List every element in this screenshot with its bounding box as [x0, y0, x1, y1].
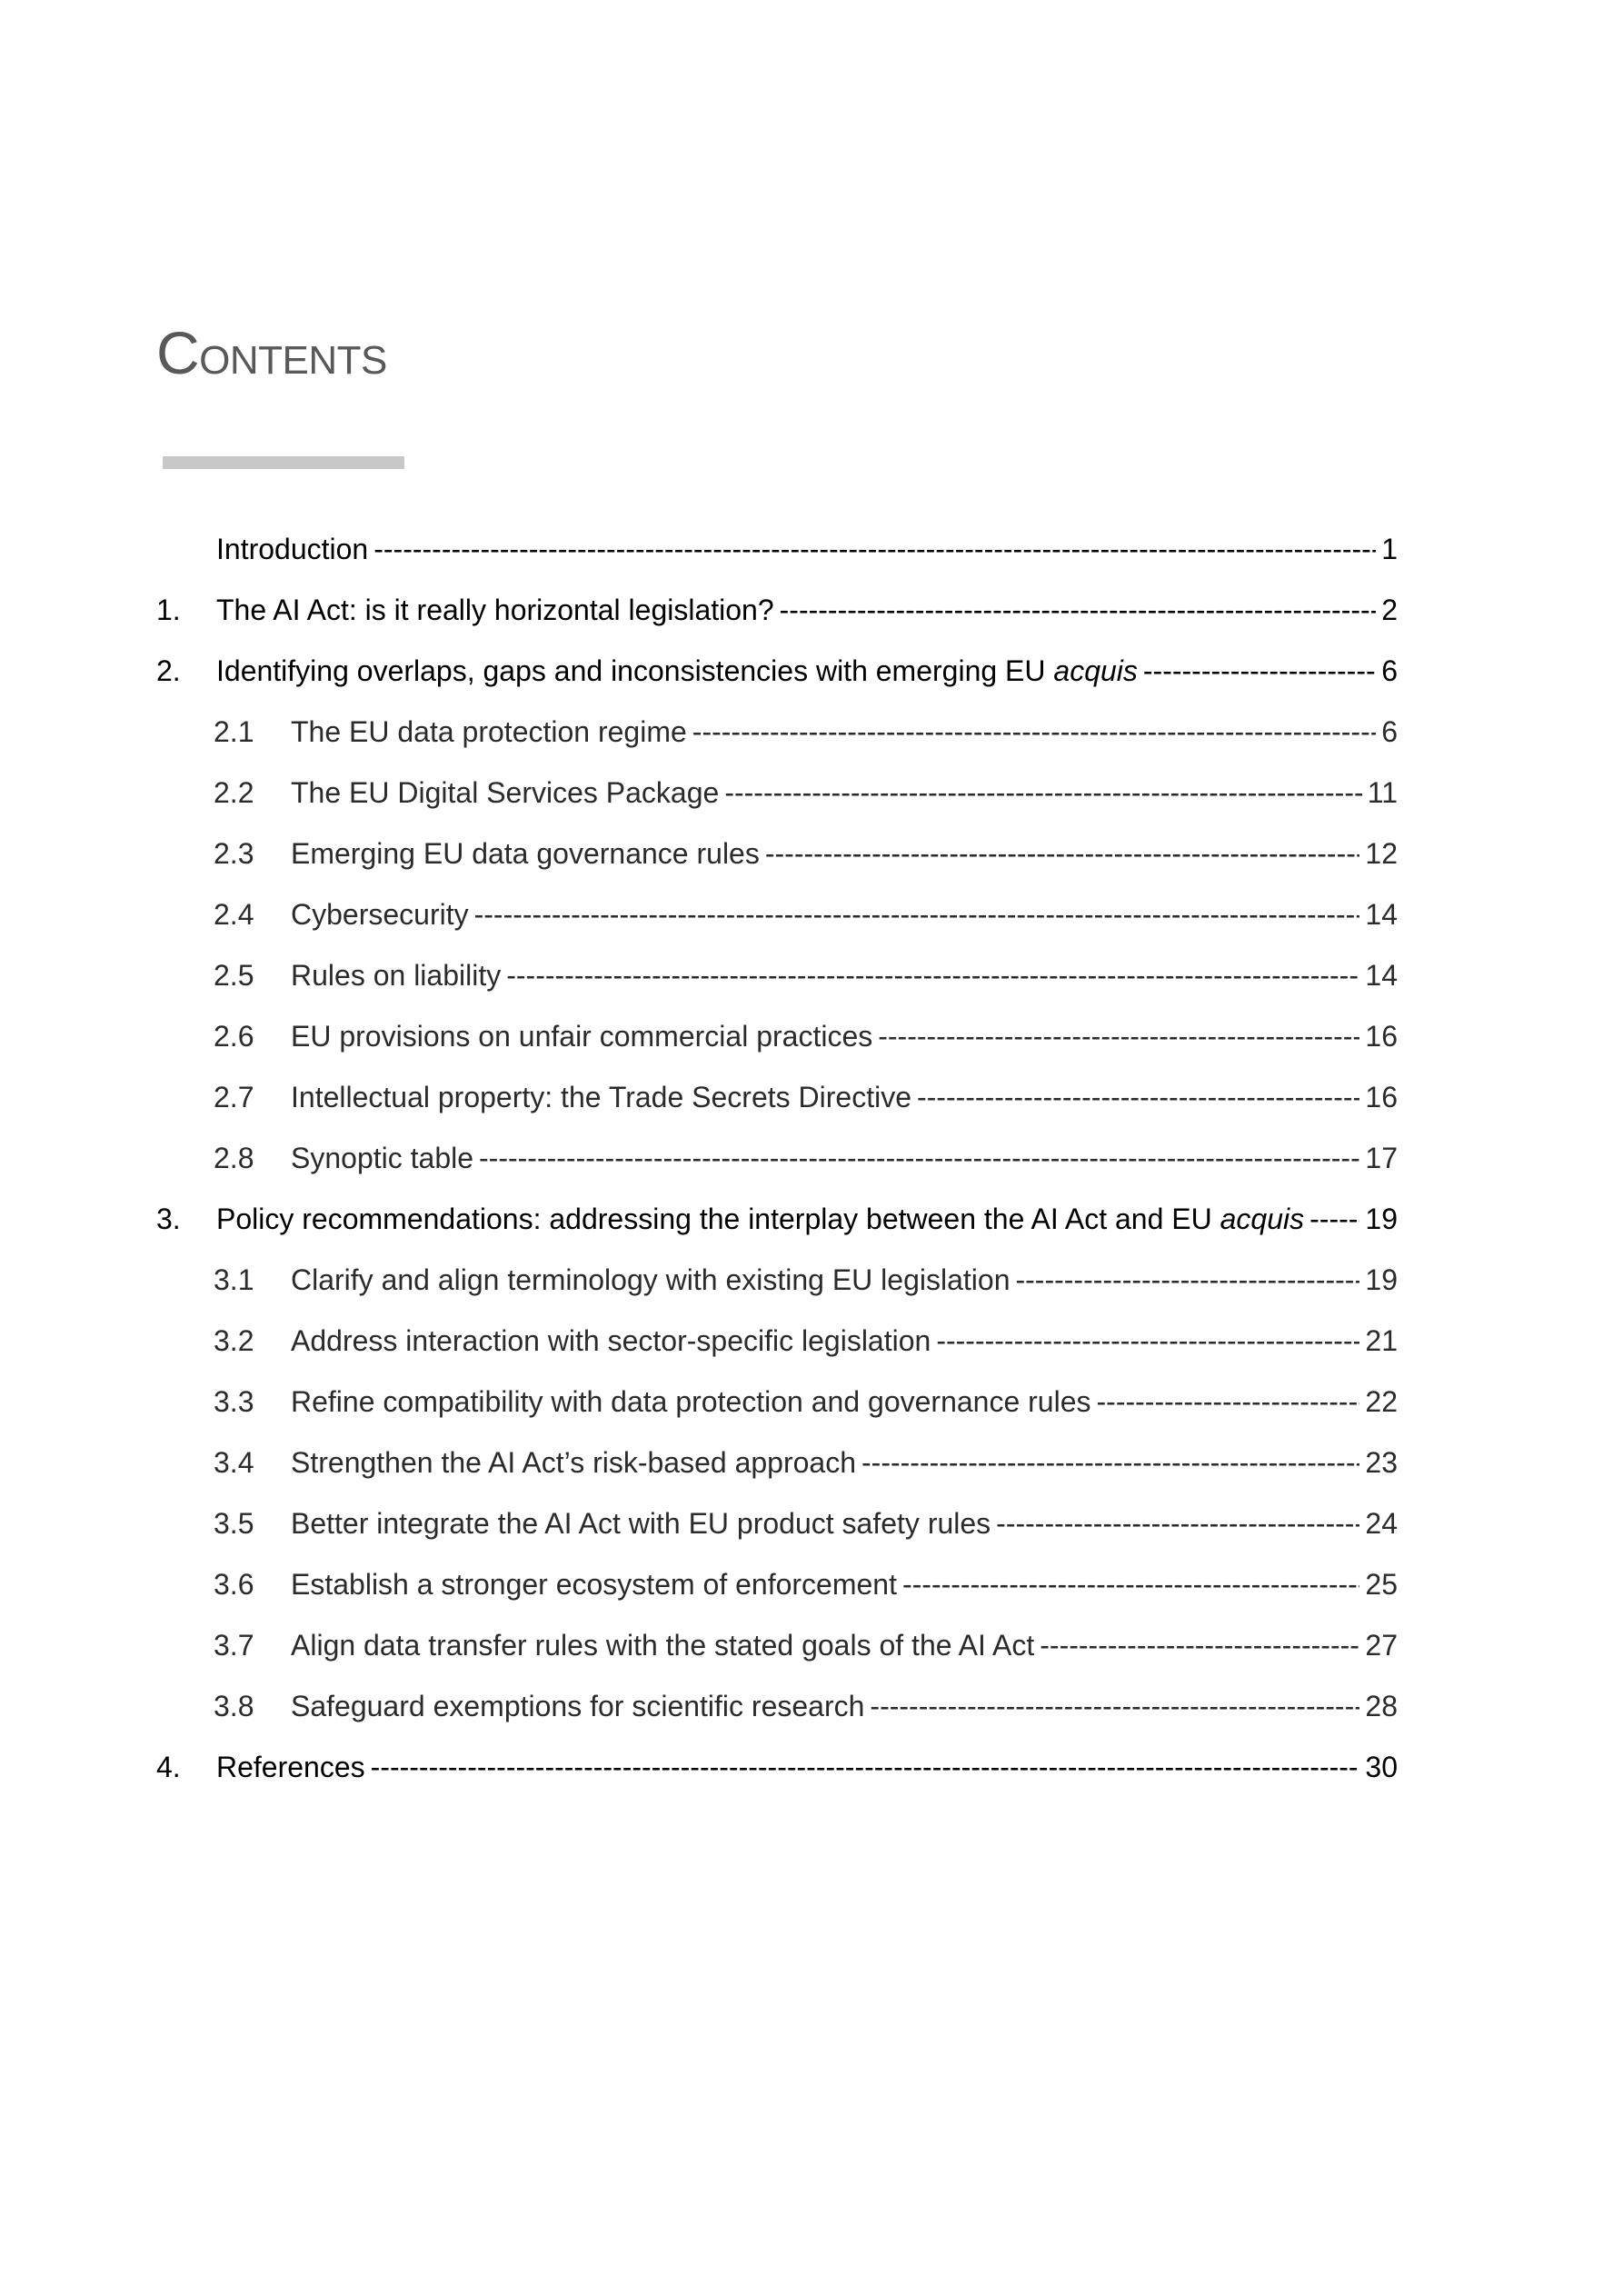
toc-entry-page-number: 30 [1365, 1751, 1398, 1783]
toc-entry-title-text: Synoptic table [291, 1142, 474, 1174]
toc-leader-dashes [692, 704, 1376, 759]
toc-entry-page-number: 23 [1365, 1446, 1398, 1479]
toc-entry-page-number: 14 [1365, 959, 1398, 992]
toc-entry-number: 2.4 [214, 898, 254, 931]
toc-entry-title-text: Clarify and align terminology with existing EU legislation [291, 1263, 1011, 1296]
toc-entry-title [291, 1435, 856, 1490]
toc-entry-chapter[interactable] [156, 644, 1398, 704]
toc-leader-dashes [506, 948, 1359, 1003]
toc-entry-page-number: 1 [1381, 533, 1398, 565]
toc-entry-title-text: Cybersecurity [291, 898, 469, 931]
toc-entry-title [216, 583, 774, 637]
toc-entry-number: 4. [156, 1751, 181, 1783]
toc-entry-number: 3. [156, 1203, 181, 1235]
toc-entry-title [216, 522, 368, 576]
toc-leader-dashes [936, 1313, 1359, 1368]
toc-leader-dashes [870, 1679, 1359, 1733]
toc-entry-title [216, 644, 1138, 698]
toc-entry-title-text: The AI Act: is it really horizontal legislation? [216, 594, 774, 626]
toc-leader-dashes [1309, 1192, 1359, 1246]
toc-entry-page-number: 19 [1365, 1203, 1398, 1235]
toc-entry-title-text: Address interaction with sector-specific legislation [291, 1324, 931, 1357]
toc-entry-page-number: 27 [1365, 1629, 1398, 1662]
toc-entry-number: 2. [156, 654, 181, 687]
toc-leader-dashes [1015, 1253, 1359, 1307]
toc-entry-page-number: 2 [1381, 594, 1398, 626]
toc-entry-page-number: 25 [1365, 1568, 1398, 1601]
toc-entry-title [291, 1374, 1091, 1429]
toc-entry-section[interactable] [156, 1557, 1398, 1618]
toc-entry-page-number: 17 [1365, 1142, 1398, 1174]
toc-entry-chapter[interactable] [156, 1740, 1398, 1801]
toc-entry-title-italic: acquis [1220, 1203, 1305, 1235]
toc-entry-page-number: 21 [1365, 1324, 1398, 1357]
toc-entry-title [291, 765, 719, 820]
toc-leader-dashes [373, 522, 1376, 576]
toc-leader-dashes [996, 1496, 1359, 1551]
toc-entry-chapter[interactable] [156, 583, 1398, 644]
toc-leader-dashes [371, 1740, 1360, 1794]
toc-entry-page-number: 24 [1365, 1507, 1398, 1540]
toc-entry-title-text: The EU data protection regime [291, 715, 687, 748]
toc-entry-section[interactable] [156, 1009, 1398, 1070]
toc-entry-title [291, 1679, 864, 1733]
toc-entry-section[interactable] [156, 704, 1398, 765]
toc-entry-title-text: Intellectual property: the Trade Secrets Directive [291, 1081, 911, 1113]
toc-entry-title [291, 887, 469, 942]
toc-entry-title [291, 704, 687, 759]
toc-entry-title [291, 1496, 991, 1551]
toc-entry-number: 2.7 [214, 1081, 254, 1113]
toc-entry-title [291, 1009, 872, 1063]
toc-entry-title-italic: acquis [1053, 654, 1138, 687]
toc-entry-section[interactable] [156, 1131, 1398, 1192]
toc-entry-section[interactable] [156, 1496, 1398, 1557]
toc-entry-section[interactable] [156, 948, 1398, 1009]
toc-entry-page-number: 6 [1381, 654, 1398, 687]
toc-entry-number: 2.8 [214, 1142, 254, 1174]
toc-entry-chapter[interactable] [156, 522, 1398, 583]
toc-leader-dashes [780, 583, 1377, 637]
toc-entry-title [291, 1131, 473, 1185]
toc-entry-number: 3.5 [214, 1507, 254, 1540]
toc-entry-title-text: EU provisions on unfair commercial practices [291, 1020, 873, 1053]
toc-entry-title-text: Rules on liability [291, 959, 502, 992]
toc-leader-dashes [1143, 644, 1376, 698]
toc-entry-number: 2.5 [214, 959, 254, 992]
toc-entry-title-text: Introduction [216, 533, 369, 565]
toc-entry-number: 3.3 [214, 1385, 254, 1418]
toc-leader-dashes [861, 1435, 1359, 1490]
toc-entry-page-number: 16 [1365, 1020, 1398, 1053]
toc-leader-dashes [878, 1009, 1359, 1063]
toc-entry-number: 3.8 [214, 1690, 254, 1722]
toc-entry-title-text: The EU Digital Services Package [291, 776, 720, 809]
toc-entry-chapter[interactable] [156, 1192, 1398, 1253]
toc-entry-section[interactable] [156, 1679, 1398, 1740]
table-of-contents [156, 522, 1398, 1801]
toc-entry-number: 3.1 [214, 1263, 254, 1296]
toc-entry-title-text: References [216, 1751, 365, 1783]
toc-leader-dashes [902, 1557, 1359, 1612]
toc-entry-title [291, 1253, 1010, 1307]
toc-entry-number: 3.7 [214, 1629, 254, 1662]
toc-entry-title-text: Establish a stronger ecosystem of enforcement [291, 1568, 897, 1601]
toc-entry-section[interactable] [156, 765, 1398, 826]
toc-leader-dashes [724, 765, 1361, 820]
toc-entry-section[interactable] [156, 1374, 1398, 1435]
toc-leader-dashes [765, 826, 1360, 881]
toc-entry-title-text: Emerging EU data governance rules [291, 837, 760, 870]
toc-entry-number: 2.3 [214, 837, 254, 870]
toc-entry-page-number: 12 [1365, 837, 1398, 870]
toc-entry-page-number: 16 [1365, 1081, 1398, 1113]
toc-entry-title-text: Better integrate the AI Act with EU product safety rules [291, 1507, 991, 1540]
toc-entry-title [291, 1070, 911, 1124]
toc-entry-section[interactable] [156, 1070, 1398, 1131]
page-title-initial: C [156, 319, 200, 386]
title-underline-bar [163, 456, 404, 469]
toc-entry-page-number: 22 [1365, 1385, 1398, 1418]
toc-entry-section[interactable] [156, 1435, 1398, 1496]
toc-entry-title [291, 948, 501, 1003]
toc-entry-number: 2.2 [214, 776, 254, 809]
toc-entry-number: 3.6 [214, 1568, 254, 1601]
toc-entry-title [291, 826, 760, 881]
toc-entry-number: 3.2 [214, 1324, 254, 1357]
toc-entry-page-number: 28 [1365, 1690, 1398, 1722]
toc-entry-section[interactable] [156, 1253, 1398, 1313]
toc-entry-title-text: Strengthen the AI Act’s risk-based approach [291, 1446, 857, 1479]
toc-entry-number: 2.6 [214, 1020, 254, 1053]
toc-entry-title [216, 1192, 1304, 1246]
toc-leader-dashes [1097, 1374, 1360, 1429]
toc-entry-number: 1. [156, 594, 181, 626]
toc-entry-title-text: Refine compatibility with data protection and governance rules [291, 1385, 1091, 1418]
toc-entry-section[interactable] [156, 887, 1398, 948]
toc-entry-title [216, 1740, 365, 1794]
toc-entry-section[interactable] [156, 1618, 1398, 1679]
toc-leader-dashes [1040, 1618, 1359, 1672]
toc-entry-number: 3.4 [214, 1446, 254, 1479]
toc-entry-page-number: 6 [1381, 715, 1398, 748]
toc-entry-page-number: 11 [1367, 776, 1398, 809]
toc-leader-dashes [917, 1070, 1359, 1124]
toc-entry-title-text: Policy recommendations: addressing the interplay between the AI Act and EU [216, 1203, 1220, 1235]
toc-entry-title [291, 1557, 897, 1612]
toc-entry-title-text: Identifying overlaps, gaps and inconsistencies with emerging EU [216, 654, 1054, 687]
toc-entry-title-text: Safeguard exemptions for scientific research [291, 1690, 865, 1722]
page-title-rest: ONTENTS [199, 338, 387, 383]
toc-entry-page-number: 14 [1365, 898, 1398, 931]
page-title [156, 318, 387, 387]
toc-entry-page-number: 19 [1365, 1263, 1398, 1296]
toc-leader-dashes [474, 887, 1360, 942]
toc-entry-number: 2.1 [214, 715, 254, 748]
toc-leader-dashes [479, 1131, 1359, 1185]
toc-entry-title [291, 1618, 1034, 1672]
toc-entry-title-text: Align data transfer rules with the stated goals of the AI Act [291, 1629, 1035, 1662]
toc-entry-title [291, 1313, 931, 1368]
toc-entry-section[interactable] [156, 826, 1398, 887]
toc-entry-section[interactable] [156, 1313, 1398, 1374]
